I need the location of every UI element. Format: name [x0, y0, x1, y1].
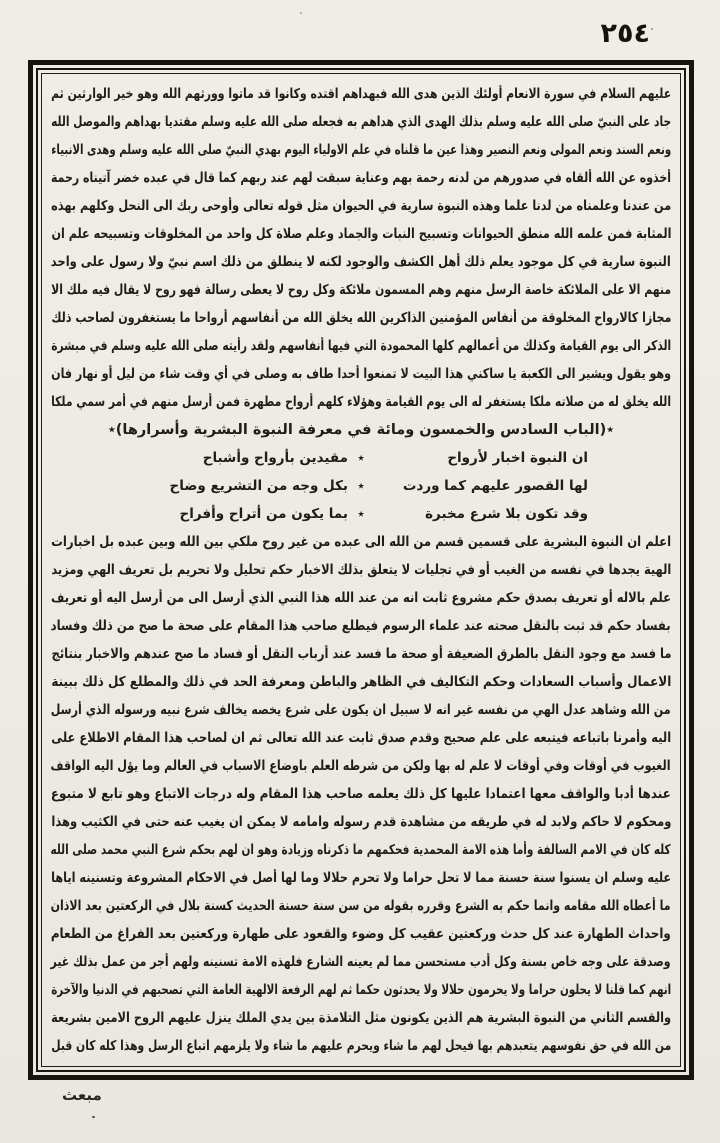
text-line: ما أعطاه الله مقامه وانما حكم به الشرع وقرره بقوله من سن سنة حسنة الحديث كسنة بلال في الركعتين بعد الاذان	[51, 898, 671, 914]
verse-line	[51, 472, 671, 500]
verse-separator-star: ٭	[357, 450, 365, 466]
prose-block-1	[51, 80, 671, 416]
scan-speck	[300, 12, 302, 14]
text-line: ما فسد مع وجود النقل بالطرق الضعيفة أو صحة ما فسد عند أرباب النقل أو فساد ما صح عندهم والاخبار بنتائج	[51, 646, 671, 662]
text-line: علم بالاله أو تعريف بصدق حكم مشروع ثابت انه من عند الله هذا النبي الذي أرسل الى من أرسل اليه أو تعريف	[51, 590, 671, 606]
prose-block-2	[51, 528, 671, 1060]
verse-second-hemistich: مقيدين بأرواح وأشباح	[202, 450, 348, 466]
text-line: المثابة فمن علمه الله منطق الحيوانات وتسبيح النبات والجماد وعلم صلاة كل واحد من المخلوقات وتسبيحه علم ان	[51, 226, 671, 242]
chapter-heading: ٭(الباب السادس والخمسون ومائة في معرفة النبوة البشرية وأسرارها)٭	[107, 422, 615, 438]
verse-first-hemistich: وقد تكون بلا شرع مخبرة	[425, 506, 588, 522]
poem-block	[51, 444, 671, 528]
text-line: والقسم الثاني من النبوة البشرية هم الذين يكونون مثل التلامذة بين يدي الملك ينزل عليهم الروح الامين بشريعة	[51, 1010, 671, 1026]
verse-separator-star: ٭	[357, 478, 365, 494]
text-line: عليه وسلم ان يسنوا سنة حسنة مما لا تحل حراما ولا تحرم حلالا وما لها أصل في الاحكام المشروعة وتسنينه اياها	[51, 870, 671, 886]
text-line: كله كان في الامم السالفة وأما هذه الامة المحمدية فحكمهم ما ذكرناه وزيادة وهو ان لهم بحكم شرع النبي محمد صلى الله	[51, 842, 671, 858]
text-line: اعلم ان النبوة البشرية على قسمين قسم من الله الى عبده من غير روح ملكي بين الله وبين عبده بل اخبارات	[51, 534, 671, 550]
verse-line	[51, 500, 671, 528]
text-line: ومحكوم لا حاكم ولابد له في طريقه من مشاهدة قدم رسوله وامامه لا يمكن ان يغيب عنه حتى في الكثيب وهذا	[51, 814, 671, 830]
verse-first-hemistich: ان النبوة اخبار لأرواح	[447, 450, 588, 466]
text-line: اليه وأمرنا باتباعه فيتبعه على علم صحيح وقدم صدق ثابت عند الله تعالى ثم ان لصاحب هذا المقام الاطلاع على	[51, 730, 671, 746]
text-line: من الله وشاهد عدل الهي من نفسه غير انه لا سبيل ان يكون على شرع يخصه يخالف شرع نبيه ورسوله الذي أرسل	[51, 702, 671, 718]
text-line: النبوة سارية في كل موجود يعلم ذلك أهل الكشف والوجود لكنه لا ينطلق من ذلك اسم نبيّ ولا رسول على واحد	[51, 254, 671, 270]
text-line: الله يخلق له من صلاته ملكا يستغفر له الى يوم القيامة وهؤلاء كلهم أرواح مطهرة فمن أرسل منهم في أمر سمي ملكا	[51, 394, 671, 410]
scan-speck	[651, 28, 653, 30]
page-border-frame	[28, 60, 694, 1080]
verse-separator-star: ٭	[357, 506, 365, 522]
text-line: وهو يقول ويشير الى الكعبة يا ساكني هذا البيت لا تمنعوا أحدا طاف به وصلى في أي وقت شاء من ليل أو نهار فان	[51, 366, 671, 382]
text-line: عليهم السلام في سورة الانعام أولئك الذين هدى الله فبهداهم اقتده وكانوا قد ماتوا وورثهم الله وهو خير الوارثين ثم	[51, 86, 671, 102]
verse-first-hemistich: لها القصور عليهم كما وردت	[402, 478, 588, 494]
catchword: مبعث	[62, 1086, 102, 1104]
text-line: مجازا كالارواح المخلوقة من أنفاس المؤمنين الذاكرين الله يخلق الله من أنفاسهم أرواحا ما يستغفرون لصاحب ذلك	[51, 310, 671, 326]
verse-line	[51, 444, 671, 472]
page-border-frame-middle-rule	[36, 68, 686, 1072]
page-number: ٢٥٤	[600, 18, 650, 49]
text-line: جاد على النبيّ صلى الله عليه وسلم بذلك الهدى الذي هداهم به فجعله صلى الله عليه وسلم مقتديا بهداهم والموصل الله	[51, 114, 671, 130]
text-line: الاعمال وأسباب السعادات وحكم التكاليف في الظاهر والباطن ومعرفة الحد في ذلك والمطلع كل ذلك ببينة	[51, 674, 671, 690]
text-line: واحداث الطهارة عند كل حدث وركعتين عقيب كل وضوء والقعود على طهارة وركعتين بعد الفراغ من الطعام	[51, 926, 671, 942]
text-line: انهم كما قلنا لا يحلون حراما ولا يحرمون حلالا ولا يحدثون حكما ثم لهم الرفعة الالهية العامة التي تصحبهم في الدنيا والآخرة	[51, 982, 671, 998]
page-border-frame-inner-rule	[41, 73, 681, 1067]
verse-second-hemistich: بكل وجه من التشريع وضاح	[169, 478, 348, 494]
text-line: بفساد حكم قد ثبت بالنقل صحته عند علماء الرسوم فيطلع صاحب هذا المقام على صحة ما صح من ذلك وفساد	[51, 618, 671, 634]
page-text-block	[42, 74, 680, 1060]
text-line: الهية يجدها في نفسه من الغيب أو في تجليات لا يتعلق بذلك الاخبار حكم تحليل ولا تحريم بل تعريف الهي ومزيد	[51, 562, 671, 578]
text-line: الذكر الى يوم القيامة وكذلك من أعمالهم كلها المحمودة التي فيها أنفاسهم ولقد رأيته صلى الله عليه وسلم في مبشرة	[51, 338, 671, 354]
verse-second-hemistich: بما يكون من أتراح وأفراح	[179, 506, 348, 522]
text-line: ونعم السند ونعم المولى ونعم النصير وهذا عين ما قلناه في علم الاولياء اليوم بهدي النبيّ صلى الله عليه وسلم وهدى الانبياء	[51, 142, 671, 158]
text-line: أخذوه عن الله ألقاه في صدورهم من لدنه رحمة بهم وعناية سبقت لهم عند ربهم كما قال في عبده خضر آتيناه رحمة	[51, 170, 671, 186]
text-line: منهم الا على الملائكة خاصة الرسل منهم وهم المسمون ملائكة وكل روح لا يعطى رسالة فهو روح لا يقال فيه ملك الا	[51, 282, 671, 298]
text-line: من الله في حق نفوسهم يتعبدهم بها فيحل لهم ما شاء ويحرم عليهم ما شاء ولا يلزمهم اتباع الرسل وهذا كله كان قبل	[51, 1038, 671, 1054]
text-line: الغيوب في أوقات وفي أوقات لا علم له بها ولكن من شرطه العلم باوضاع الاسباب في العالم وما يؤل اليه الواقف	[51, 758, 671, 774]
text-line: وصدقة على وجه خاص بسنة وكل أدب مستحسن مما لم يعينه الشارع فلهذه الامة تسنينه ولهم أجر من عمل بذلك غير	[51, 954, 671, 970]
scan-speck	[92, 1116, 95, 1118]
text-line: من عندنا وعلمناه من لدنا علما وهذه النبوة سارية في الحيوان مثل قوله تعالى وأوحى ربك الى النحل وكلهم بهذه	[51, 198, 671, 214]
text-line: عندها أدبا والواقف معها اعتمادا عليها كل ذلك يعلمه صاحب هذا المقام وله درجات الاتباع وهو تابع لا متبوع	[51, 786, 671, 802]
